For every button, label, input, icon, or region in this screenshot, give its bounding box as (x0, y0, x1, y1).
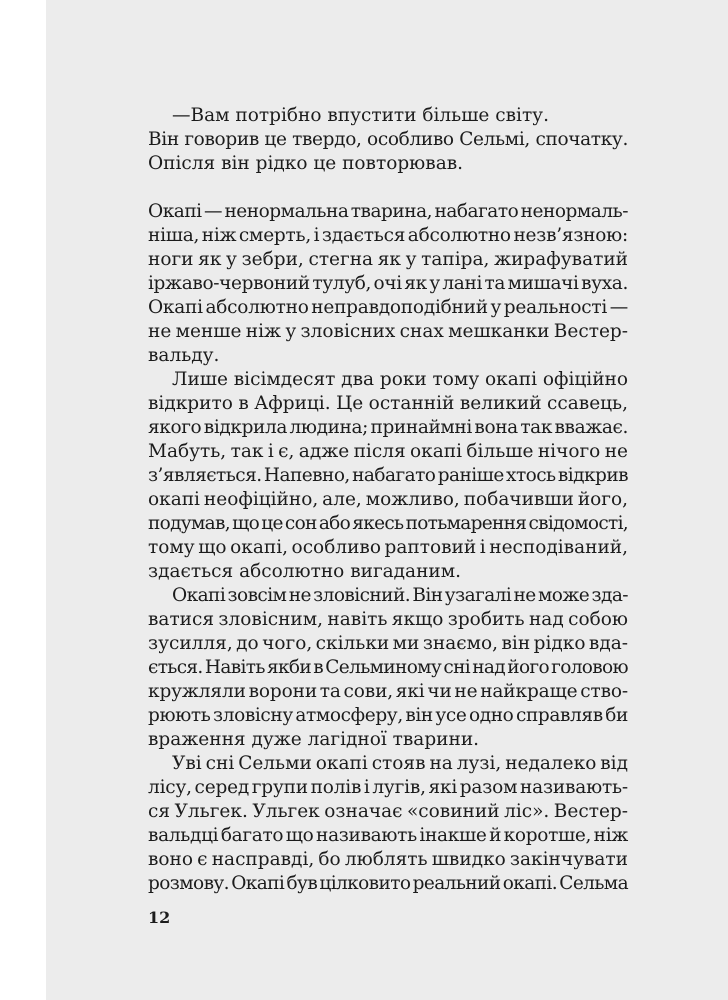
text-line: якого відкрила людина; принаймні вона так вважає. (148, 417, 628, 438)
text-line: ється. Навіть якби в Сельминому сні над його головою (148, 657, 628, 678)
book-page (46, 0, 728, 1000)
text-line: подумав, що це сон або якесь потьмарення свідомості, (148, 513, 628, 534)
text-line: враження дуже лагідної тварини. (148, 729, 480, 750)
text-line: не менше ніж у зловісних снах мешканки Вестер- (148, 321, 628, 342)
text-line: кружляли ворони та сови, які чи не найкраще ство- (148, 681, 628, 702)
text-line: Окапі — ненормальна тварина, набагато ненормаль- (148, 201, 628, 222)
text-line: рюють зловісну атмосферу, він усе одно справляв би (148, 705, 628, 726)
text-line: відкрито в Африці. Це останній великий ссавець, (148, 393, 628, 414)
text-line: лісу, серед групи полів і лугів, які разом називають- (148, 777, 629, 798)
text-line: ватися зловісним, навіть якщо зробить над собою (148, 609, 628, 630)
text-line: ся Ульгек. Ульгек означає «совиний ліс». Вестер- (148, 801, 628, 822)
text-line: зусилля, до чого, скільки ми знаємо, він рідко вда- (148, 633, 628, 654)
text-line: Лише вісімдесят два роки тому окапі офіційно (172, 369, 628, 390)
text-line: Уві сні Сельми окапі стояв на лузі, недалеко від (172, 753, 628, 774)
text-line: вальдці багато що називають інакше й коротше, ніж (148, 825, 628, 846)
text-line: ноги як у зебри, стегна як у тапіра, жирафуватий (148, 249, 628, 270)
text-line: Мабуть, так і є, адже після окапі більше нічого не (148, 441, 628, 462)
text-line: іржаво-червоний тулуб, очі як у лані та мишачі вуха. (148, 273, 628, 294)
text-line: окапі неофіційно, але, можливо, побачивши його, (148, 489, 628, 510)
text-line: розмову. Окапі був цілковито реальний окапі. Сельма (148, 873, 628, 894)
text-line: вальду. (148, 345, 220, 366)
text-line: воно є насправді, бо люблять швидко закінчувати (148, 849, 628, 870)
text-line: Окапі зовсім не зловісний. Він узагалі не може зда- (172, 585, 628, 606)
text-line: Окапі абсолютно неправдоподібний у реальності — (148, 297, 628, 318)
text-line: Він говорив це твердо, особливо Сельмі, спочатку. (148, 129, 628, 150)
text-line: Опісля він рідко це повторював. (148, 153, 464, 174)
text-line: здається абсолютно вигаданим. (148, 561, 462, 582)
text-line: ніша, ніж смерть, і здається абсолютно незв’язною: (148, 225, 628, 246)
text-line: —Вам потрібно впустити більше світу. (172, 105, 549, 126)
text-line: тому що окапі, особливо раптовий і несподіваний, (148, 537, 628, 558)
page-number: 12 (148, 908, 171, 927)
text-line: з’являється. Напевно, набагато раніше хтось відкрив (148, 465, 628, 486)
left-margin (0, 0, 46, 1000)
